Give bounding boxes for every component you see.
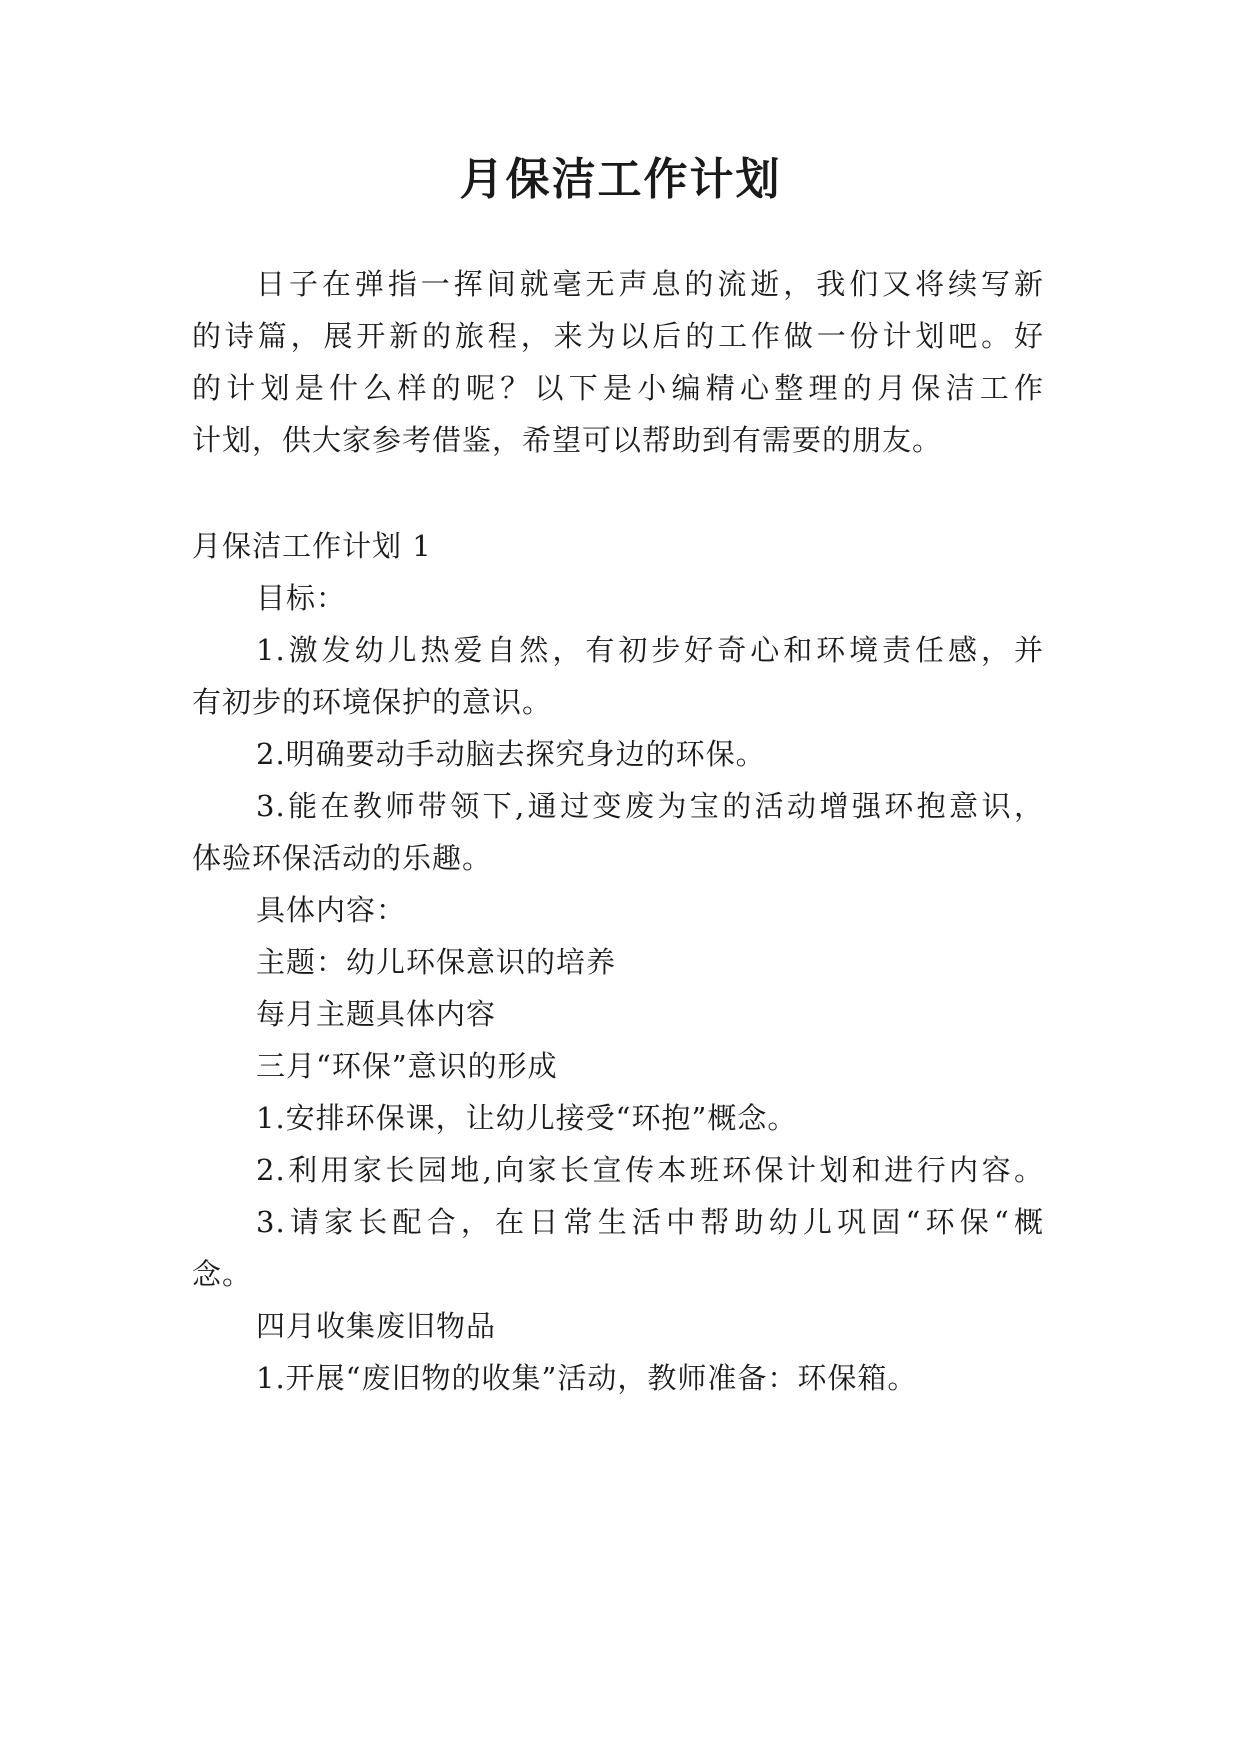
goals-label: 目标： [256, 581, 347, 615]
section-heading: 月保洁工作计划 1 [192, 529, 432, 563]
intro-line-1: 日子在弹指一挥间就毫无声息的流逝，我们又将续写新 [256, 267, 1044, 301]
goal-2: 2.明确要动手动脑去探究身边的环保。 [256, 737, 766, 771]
intro-line-3: 的计划是什么样的呢？以下是小编精心整理的月保洁工作 [192, 371, 1044, 405]
march-item-2: 2.利用家长园地,向家长宣传本班环保计划和进行内容。 [256, 1153, 1044, 1187]
monthly-label: 每月主题具体内容 [256, 997, 497, 1031]
goal-1-line-2: 有初步的环境保护的意识。 [192, 685, 553, 719]
goal-1-line-1: 1.激发幼儿热爱自然，有初步好奇心和环境责任感，并 [256, 633, 1044, 667]
march-title: 三月“环保”意识的形成 [256, 1049, 558, 1083]
document-title: 月保洁工作计划 [459, 154, 782, 205]
march-item-1: 1.安排环保课，让幼儿接受“环抱”概念。 [256, 1101, 798, 1135]
theme-line: 主题：幼儿环保意识的培养 [256, 945, 617, 979]
march-item-3-line-2: 念。 [192, 1257, 253, 1291]
content-label: 具体内容： [256, 893, 407, 927]
intro-line-2: 的诗篇，展开新的旅程，来为以后的工作做一份计划吧。好 [192, 319, 1044, 353]
intro-line-4: 计划，供大家参考借鉴，希望可以帮助到有需要的朋友。 [192, 423, 943, 457]
goal-3-line-2: 体验环保活动的乐趣。 [192, 841, 493, 875]
april-title: 四月收集废旧物品 [256, 1309, 497, 1343]
goal-3-line-1: 3.能在教师带领下,通过变废为宝的活动增强环抱意识， [256, 789, 1044, 823]
april-item-1: 1.开展“废旧物的收集”活动，教师准备：环保箱。 [256, 1361, 918, 1395]
march-item-3-line-1: 3.请家长配合，在日常生活中帮助幼儿巩固“环保“概 [256, 1205, 1044, 1239]
